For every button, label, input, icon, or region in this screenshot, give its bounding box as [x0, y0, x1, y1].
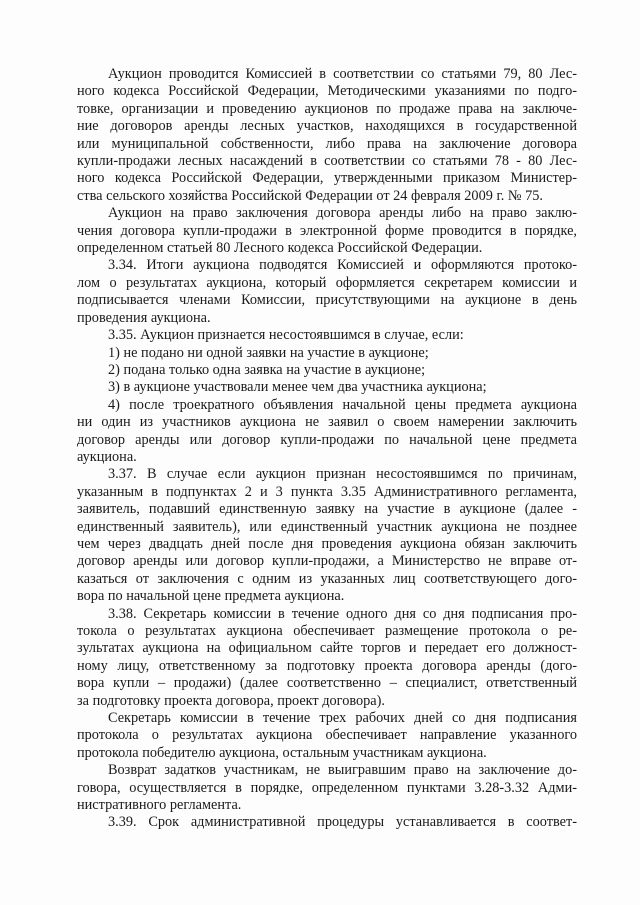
list-item-4: [77, 397, 577, 467]
text-line: протокола о результатах аукциона обеспечивает направление указанного: [77, 727, 577, 744]
text-line: проведения аукциона.: [77, 309, 211, 326]
paragraph-deposit-return: [77, 762, 577, 814]
text-line: ства сельского хозяйства Российской Федерации от 24 февраля 2009 г. № 75.: [77, 187, 543, 204]
text-line: 3.37. В случае если аукцион признан несостоявшимся по причинам,: [108, 466, 577, 483]
text-line: 1) не подано ни одной заявки на участие в аукционе;: [108, 344, 429, 361]
document-body: [77, 66, 577, 832]
text-line: договор аренды или договор купли-продажи, а Министерство не вправе от-: [77, 553, 577, 570]
text-line: Секретарь комиссии в течение трех рабочих дней со дня подписания: [108, 710, 577, 727]
paragraph-3-37: [77, 466, 577, 605]
paragraph-3-39: [77, 814, 577, 831]
text-line: ни один из участников аукциона не заявил о своем намерении заключить: [77, 414, 577, 431]
text-line: лом о результатах аукциона, который оформляется секретарем комиссии и: [77, 274, 577, 291]
text-line: Возврат задатков участникам, не выигравшим право на заключение до-: [108, 762, 577, 779]
text-line: 2) подана только одна заявка на участие в аукционе;: [108, 361, 426, 378]
text-line: 3.39. Срок административной процедуры устанавливается в соответ-: [108, 814, 577, 831]
text-line: аукциона.: [77, 448, 137, 465]
text-line: 3) в аукционе участвовали менее чем два участника аукциона;: [108, 379, 487, 396]
text-line: единственный заявитель), или единственный участник аукциона не позднее: [77, 518, 577, 535]
text-line: протокола победителю аукциона, остальным участникам аукциона.: [77, 744, 487, 761]
text-line: за подготовку проекта договора, проект договора).: [77, 692, 385, 709]
text-line: вора купли – продажи) (далее соответственно – специалист, ответственный: [77, 675, 577, 692]
text-line: заявитель, подавший единственную заявку на участие в аукционе (далее -: [77, 501, 577, 518]
text-line: подписывается членами Комиссии, присутствующими на аукционе в день: [77, 292, 577, 309]
text-line: ние договоров аренды лесных участков, находящихся в государственной: [77, 118, 577, 135]
paragraph-3-35: [77, 327, 577, 344]
text-line: нистративного регламента.: [77, 797, 242, 814]
text-line: 3.34. Итоги аукциона подводятся Комиссией и оформляются протоко-: [108, 257, 577, 274]
text-line: казаться от заключения с одним из указанных лиц соответствующего дого-: [77, 570, 577, 587]
text-line: договор аренды или договор купли-продажи по начальной цене предмета: [77, 431, 577, 448]
text-line: 3.38. Секретарь комиссии в течение одного дня со дня подписания про-: [108, 605, 577, 622]
text-line: Аукцион проводится Комиссией в соответствии со статьями 79, 80 Лес-: [108, 66, 577, 82]
text-line: купли-продажи лесных насаждений в соответствии со статьями 78 - 80 Лес-: [77, 153, 577, 170]
text-line: чения договора купли-продажи в электронной форме проводится в порядке,: [77, 222, 577, 239]
text-line: ного кодекса Российской Федерации, Методическими указаниями по подго-: [77, 83, 577, 100]
text-line: ному лицу, ответственному за подготовку проекта договора аренды (дого-: [77, 657, 577, 674]
text-line: чем через двадцать дней после дня проведения аукциона обязан заключить: [77, 535, 577, 552]
text-line: зультатах аукциона на официальном сайте торгов и передает его должност-: [77, 640, 577, 657]
paragraph-auction-basis: [77, 66, 577, 205]
text-line: вора по начальной цене предмета аукциона.: [77, 588, 345, 605]
text-line: или муниципальной собственности, либо права на заключение договора: [77, 135, 577, 152]
text-line: Аукцион на право заключения договора аренды либо на право заклю-: [108, 205, 577, 222]
list-item-1: [77, 345, 577, 362]
paragraph-secretary-notice: [77, 710, 577, 762]
list-item-3: [77, 379, 577, 396]
text-line: говора, осуществляется в порядке, определенном пунктами 3.28-3.32 Адми-: [77, 779, 577, 796]
text-line: ного кодекса Российской Федерации, утвержденными приказом Министер-: [77, 170, 577, 187]
paragraph-3-34: [77, 257, 577, 327]
text-line: определенном статьей 80 Лесного кодекса Российской Федерации.: [77, 240, 483, 257]
paragraph-3-38: [77, 606, 577, 710]
paragraph-electronic-auction: [77, 205, 577, 257]
text-line: указанным в подпунктах 2 и 3 пункта 3.35 Административного регламента,: [77, 483, 577, 500]
text-line: 4) после троекратного объявления начальной цены предмета аукциона: [108, 396, 577, 413]
list-item-2: [77, 362, 577, 379]
text-line: токола о результатах аукциона обеспечивает размещение протокола о ре-: [77, 623, 577, 639]
text-line: товке, организации и проведению аукционов по продаже права на заключе-: [77, 100, 577, 117]
text-line: 3.35. Аукцион признается несостоявшимся в случае, если:: [108, 327, 464, 344]
